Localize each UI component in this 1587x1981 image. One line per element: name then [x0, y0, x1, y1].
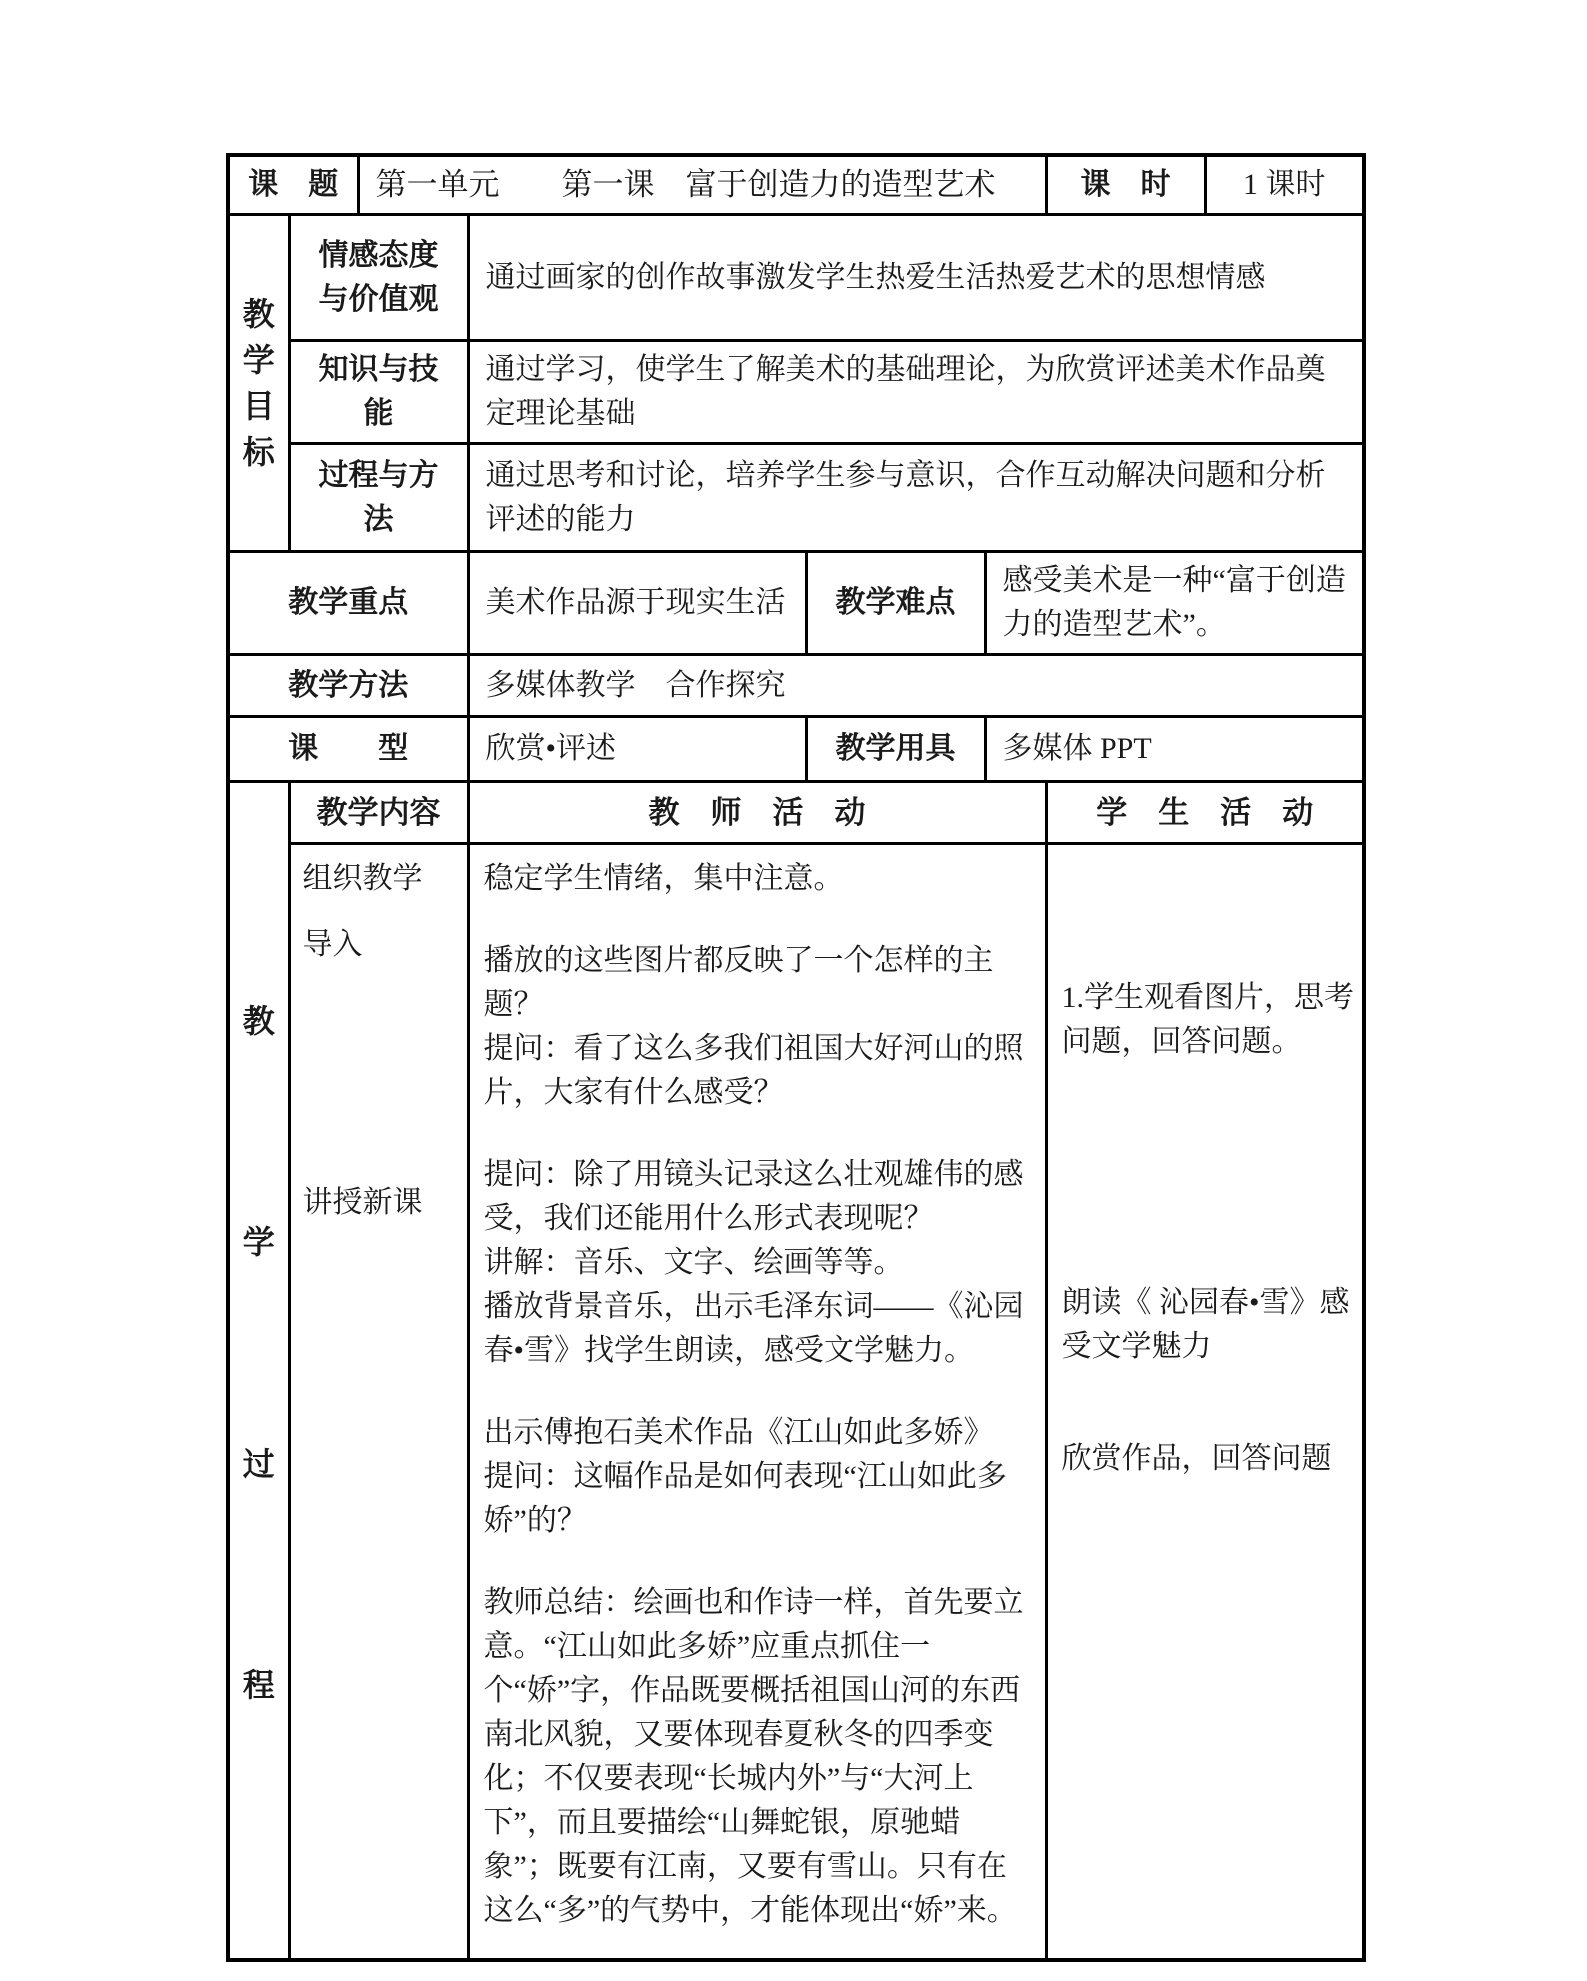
teaching-tools-label: 教学用具	[806, 717, 985, 782]
teacher-activity-paragraph: 稳定学生情绪，集中注意。	[483, 862, 844, 895]
teaching-content-cell	[289, 844, 468, 1961]
spacer	[484, 1543, 1031, 1581]
teaching-method-content: 多媒体教学 合作探究	[468, 655, 1364, 717]
teacher-activity-paragraph: 提问：这幅作品是如何表现“江山如此多娇”的？	[483, 1460, 1007, 1537]
objective-label-knowledge: 知识与技能	[289, 341, 468, 444]
teacher-activity-paragraph: 提问：看了这么多我们祖国大好河山的照片，大家有什么感受？	[483, 1032, 1024, 1109]
spacer	[484, 1373, 1031, 1411]
teaching-method-label: 教学方法	[228, 655, 468, 717]
teacher-activity-paragraph: 提问：除了用镜头记录这么壮观雄伟的感受，我们还能用什么形式表现呢？	[483, 1158, 1024, 1235]
objective-row-1	[228, 215, 1364, 341]
teacher-activity-paragraph: 出示傅抱石美术作品《江山如此多娇》	[483, 1416, 994, 1449]
title-row	[228, 155, 1364, 215]
teaching-tools-content: 多媒体 PPT	[985, 717, 1364, 782]
student-activity-paragraph: 朗读《 沁园春•雪》感受文学魅力	[1061, 1286, 1350, 1363]
content-item-intro: 导入	[302, 928, 363, 961]
lesson-type-label: 课 型	[228, 717, 468, 782]
objective-content-process: 通过思考和讨论，培养学生参与意识，合作互动解决问题和分析评述的能力	[468, 444, 1364, 552]
teacher-activity-paragraph: 播放的这些图片都反映了一个怎样的主题？	[483, 944, 994, 1021]
objectives-group-label	[228, 215, 289, 552]
student-activity-paragraph: 1.学生观看图片，思考问题，回答问题。	[1061, 981, 1354, 1058]
teacher-summary-paragraph: 教师总结：绘画也和作诗一样，首先要立意。“江山如此多娇”应重点抓住一个“娇”字，作品既要概括祖国山河的东西南北风貌，又要体现春夏秋冬的四季变化；不仅要表现“长城内外”与“大河上下”，而且要描绘“山舞蛇银，原驰蜡象”；既要有江南，又要有雪山。只有在这么“多”的气势中，才能体现出“娇”来。	[483, 1586, 1024, 1927]
objectives-vertical-text: 教 学 目 标	[242, 296, 275, 470]
objective-content-knowledge: 通过学习，使学生了解美术的基础理论，为欣赏评述美术作品奠定理论基础	[468, 341, 1364, 444]
spacer	[484, 1115, 1031, 1153]
teacher-activity-cell	[468, 844, 1046, 1961]
teaching-difficulty-label: 教学难点	[806, 552, 985, 655]
lesson-type-content: 欣赏•评述	[468, 717, 806, 782]
objective-label-process: 过程与方法	[289, 444, 468, 552]
teacher-activity-paragraph: 讲解：音乐、文字、绘画等等。	[483, 1246, 904, 1279]
lesson-type-row	[228, 717, 1364, 782]
process-header-row	[228, 782, 1364, 844]
teaching-focus-content: 美术作品源于现实生活	[468, 552, 806, 655]
process-vertical-text: 教 学 过 程	[242, 1003, 275, 1703]
objective-row-3	[228, 444, 1364, 552]
content-column-header: 教学内容	[289, 782, 468, 844]
period-label: 课 时	[1046, 155, 1205, 215]
teacher-column-header: 教 师 活 动	[468, 782, 1046, 844]
course-topic-label: 课 题	[228, 155, 358, 215]
objective-content-affective: 通过画家的创作故事激发学生热爱生活热爱艺术的思想情感	[468, 215, 1364, 341]
key-points-row	[228, 552, 1364, 655]
teaching-difficulty-content: 感受美术是一种“富于创造力的造型艺术”。	[985, 552, 1364, 655]
method-row	[228, 655, 1364, 717]
course-topic-value: 第一单元 第一课 富于创造力的造型艺术	[358, 155, 1046, 215]
content-item-new-lesson: 讲授新课	[302, 1186, 423, 1219]
objective-row-2	[228, 341, 1364, 444]
spacer	[484, 901, 1031, 939]
student-column-header: 学 生 活 动	[1046, 782, 1364, 844]
period-value: 1 课时	[1205, 155, 1364, 215]
teaching-focus-label: 教学重点	[228, 552, 468, 655]
content-item-organize: 组织教学	[302, 862, 423, 895]
process-content-row	[228, 844, 1364, 1961]
lesson-plan-table	[226, 153, 1366, 1962]
objective-label-affective: 情感态度与价值观	[289, 215, 468, 341]
teacher-activity-paragraph: 播放背景音乐，出示毛泽东词——《沁园春•雪》找学生朗读，感受文学魅力。	[483, 1290, 1024, 1367]
student-activity-paragraph: 欣赏作品，回答问题	[1061, 1442, 1332, 1475]
process-group-label	[228, 782, 289, 1961]
student-activity-cell	[1046, 844, 1364, 1961]
